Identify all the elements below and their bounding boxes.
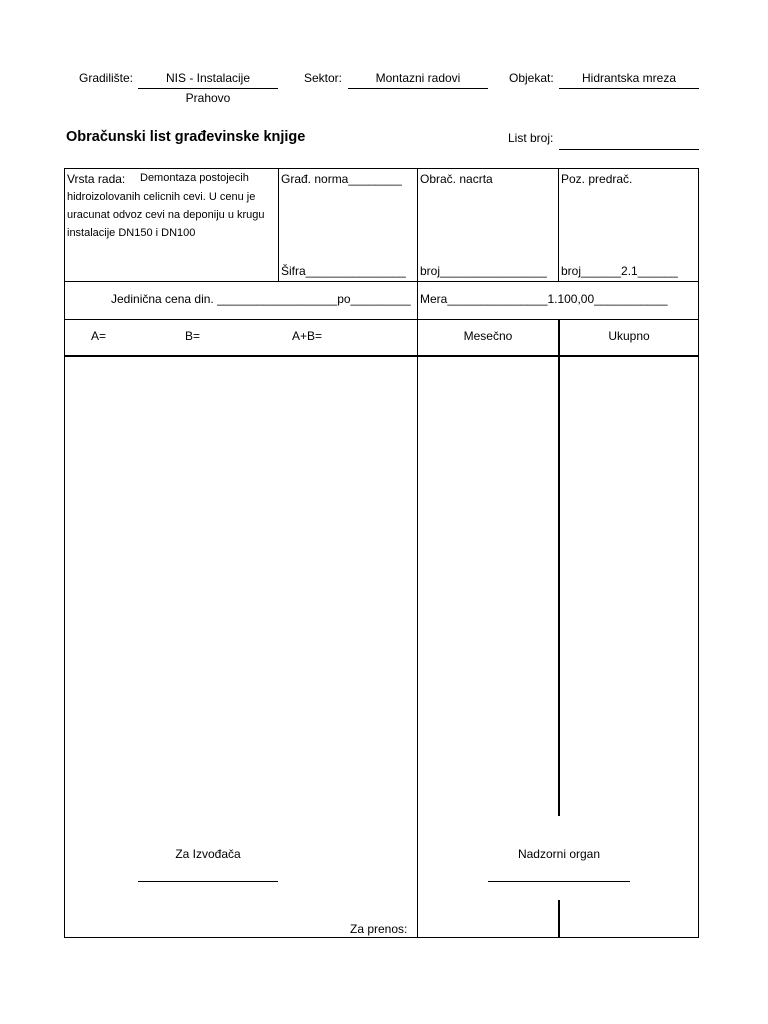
col-mesecno: Mesečno	[463, 329, 513, 343]
page-title: Obračunski list građevinske knjige	[66, 129, 306, 145]
gradiliste-value: NIS - Instalacije	[165, 71, 251, 85]
grad-norma: Građ. norma________	[281, 172, 402, 186]
col-ab: A+B=	[292, 329, 323, 343]
sektor-label: Sektor:	[304, 71, 343, 85]
divider-v3-foot	[558, 900, 560, 938]
list-broj-label: List broj:	[508, 131, 554, 145]
sifra: Šifra_______________	[281, 264, 406, 278]
divider-v3-bottom	[558, 319, 560, 816]
divider-v1-row1	[278, 169, 279, 281]
mera: Mera_______________1.100,00___________	[420, 292, 668, 306]
divider-v3-top	[558, 169, 559, 281]
objekat-label: Objekat:	[509, 71, 554, 85]
nadzorni-organ-label: Nadzorni organ	[517, 847, 601, 861]
list-broj-underline	[559, 149, 699, 150]
jedinicna-cena: Jedinična cena din. __________________po_________	[111, 292, 411, 306]
broj-poz: broj______2.1______	[561, 264, 678, 278]
col-ukupno: Ukupno	[608, 329, 650, 343]
objekat-value: Hidrantska mreza	[581, 71, 677, 85]
divider-h3	[64, 355, 699, 357]
za-izvodjaca-label: Za Izvođača	[175, 847, 241, 861]
nadzorni-organ-signature-line	[488, 881, 630, 882]
vrsta-rada-text-first: Demontaza postojecih	[140, 172, 249, 184]
vrsta-rada-label: Vrsta rada:	[67, 172, 126, 186]
gradiliste-label: Gradilište:	[79, 71, 134, 85]
divider-h1	[64, 281, 699, 282]
broj-nacrta: broj________________	[420, 264, 547, 278]
col-b: B=	[185, 329, 201, 343]
vrsta-rada-text: hidroizolovanih celicnih cevi. U cenu je uracunat odvoz cevi na deponiju u krugu instalacije DN150 i DN100	[67, 191, 265, 239]
za-prenos-label: Za prenos:	[350, 922, 408, 936]
poz-predrac: Poz. predrač.	[561, 172, 633, 186]
col-a: A=	[91, 329, 107, 343]
gradiliste-underline	[138, 88, 278, 89]
divider-h2	[64, 319, 699, 320]
gradiliste-value-line2: Prahovo	[185, 91, 231, 105]
obrac-nacrta: Obrač. nacrta	[420, 172, 493, 186]
table-frame	[64, 168, 699, 938]
sektor-value: Montazni radovi	[375, 71, 461, 85]
divider-v2	[417, 169, 418, 938]
objekat-underline	[559, 88, 699, 89]
sektor-underline	[348, 88, 488, 89]
za-izvodjaca-signature-line	[138, 881, 278, 882]
